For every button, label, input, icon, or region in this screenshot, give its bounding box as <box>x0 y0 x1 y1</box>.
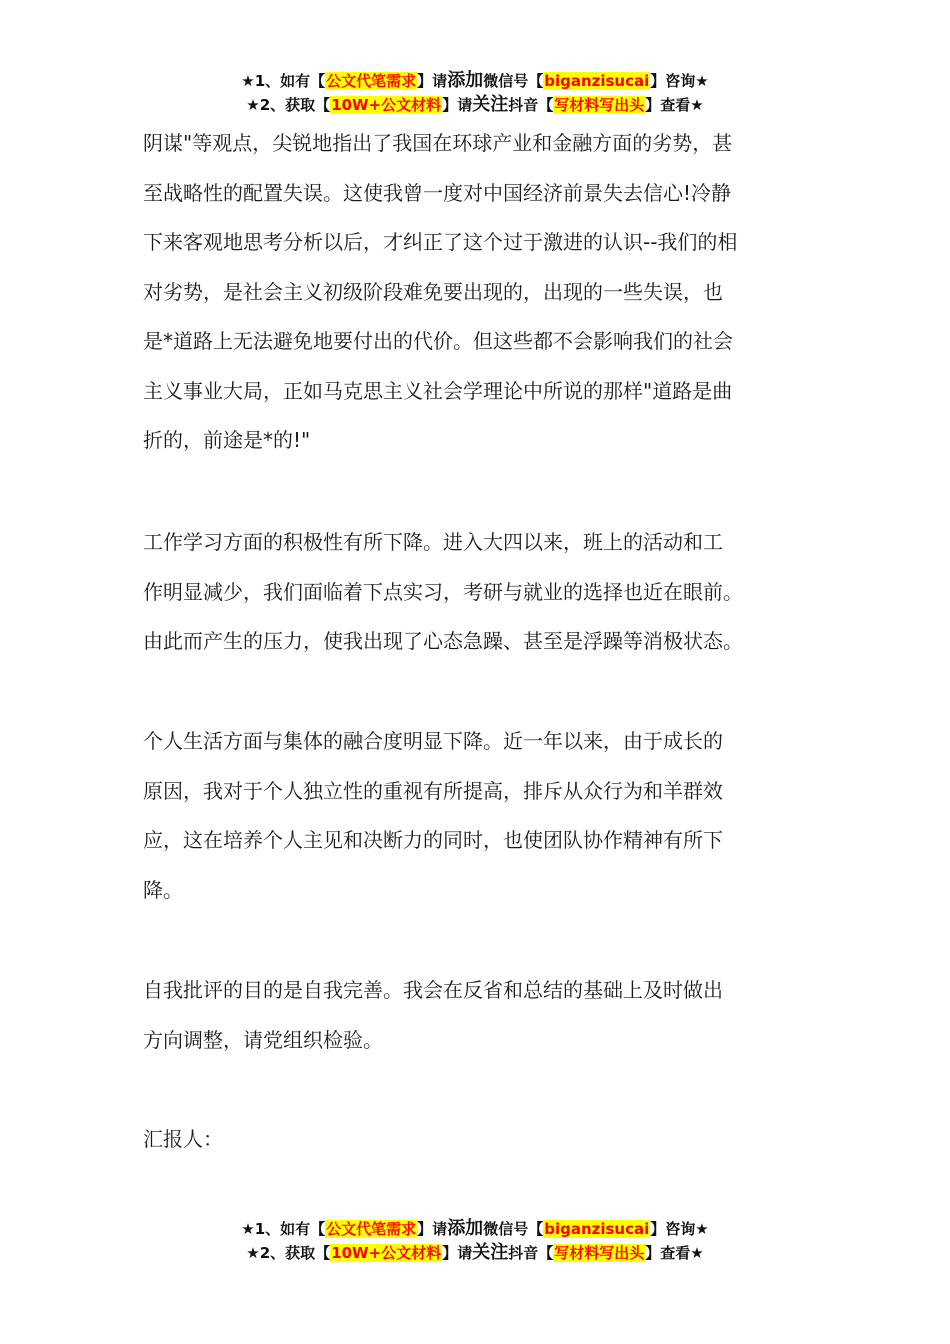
banner-text: 微信号【 <box>483 72 544 90</box>
banner-text: 】查看★ <box>645 96 704 114</box>
banner-text: 】咨询★ <box>650 1220 709 1238</box>
banner-emphasis: 关注 <box>472 94 509 115</box>
text-line: 折的，前途是*的!" <box>143 428 311 452</box>
banner-line-1 <box>0 69 950 93</box>
text-line: 下来客观地思考分析以后，才纠正了这个过于激进的认识--我们的相 <box>143 230 738 254</box>
banner-highlight-wechat-id: biganzisucai <box>544 72 650 90</box>
banner-line-2 <box>0 93 950 117</box>
banner-text: ★1、如有【 <box>241 1220 326 1238</box>
text-line: 是*道路上无法避免地要付出的代价。但这些都不会影响我们的社会 <box>143 329 733 353</box>
header-banner <box>0 69 950 117</box>
banner-highlight: 公文代笔需求 <box>326 1220 417 1238</box>
paragraph-conclusion <box>143 966 823 1065</box>
banner-text: 】请 <box>442 96 473 114</box>
text-line: 阴谋"等观点，尖锐地指出了我国在环球产业和金融方面的劣势，甚 <box>143 131 733 155</box>
banner-text: 抖音【 <box>508 1244 554 1262</box>
text-line: 对劣势，是社会主义初级阶段难免要出现的，出现的一些失误，也 <box>143 279 723 304</box>
banner-highlight-douyin: 写材料写出头 <box>554 96 645 114</box>
text-line: 工作学习方面的积极性有所下降。进入大四以来，班上的活动和工 <box>143 530 723 554</box>
text-line: 由此而产生的压力，使我出现了心态急躁、甚至是浮躁等消极状态。 <box>143 629 743 653</box>
banner-highlight-wechat-id: biganzisucai <box>544 1220 650 1238</box>
banner-emphasis: 添加 <box>447 1218 484 1239</box>
banner-text: 】咨询★ <box>650 72 709 90</box>
banner-highlight: 10W+公文材料 <box>331 96 442 114</box>
banner-text: ★1、如有【 <box>241 72 326 90</box>
banner-line-1 <box>0 1217 950 1241</box>
banner-text: 】请 <box>442 1244 473 1262</box>
paragraph-work-study <box>143 518 823 667</box>
banner-text: 】请 <box>417 72 448 90</box>
banner-text: ★2、获取【 <box>246 1244 331 1262</box>
banner-text: 抖音【 <box>508 96 554 114</box>
banner-highlight-douyin: 写材料写出头 <box>554 1244 645 1262</box>
text-line: 原因，我对于个人独立性的重视有所提高，排斥从众行为和羊群效 <box>143 778 723 803</box>
banner-text: ★2、获取【 <box>246 96 331 114</box>
footer-banner <box>0 1217 950 1265</box>
text-line: 应，这在培养个人主见和决断力的同时，也使团队协作精神有所下 <box>143 828 723 852</box>
banner-emphasis: 关注 <box>472 1242 509 1263</box>
text-line: 主义事业大局，正如马克思主义社会学理论中所说的那样"道路是曲 <box>143 378 733 403</box>
paragraph-personal-life <box>143 717 823 915</box>
text-line: 自我批评的目的是自我完善。我会在反省和总结的基础上及时做出 <box>143 978 723 1002</box>
banner-text: 】查看★ <box>645 1244 704 1262</box>
banner-emphasis: 添加 <box>447 70 484 91</box>
text-line: 个人生活方面与集体的融合度明显下降。近一年以来，由于成长的 <box>143 729 723 753</box>
banner-text: 微信号【 <box>483 1220 544 1238</box>
text-line: 至战略性的配置失误。这使我曾一度对中国经济前景失去信心!冷静 <box>143 180 732 205</box>
banner-text: 】请 <box>417 1220 448 1238</box>
text-line: 作明显减少，我们面临着下点实习，考研与就业的选择也近在眼前。 <box>143 579 743 604</box>
text-line: 汇报人： <box>143 1127 223 1151</box>
text-line: 方向调整，请党组织检验。 <box>143 1027 383 1052</box>
banner-line-2 <box>0 1241 950 1265</box>
banner-highlight: 10W+公文材料 <box>331 1244 442 1262</box>
text-line: 降。 <box>143 877 183 902</box>
banner-highlight: 公文代笔需求 <box>326 72 417 90</box>
reporter-signature-line <box>143 1115 823 1165</box>
paragraph-ideology <box>143 119 823 466</box>
